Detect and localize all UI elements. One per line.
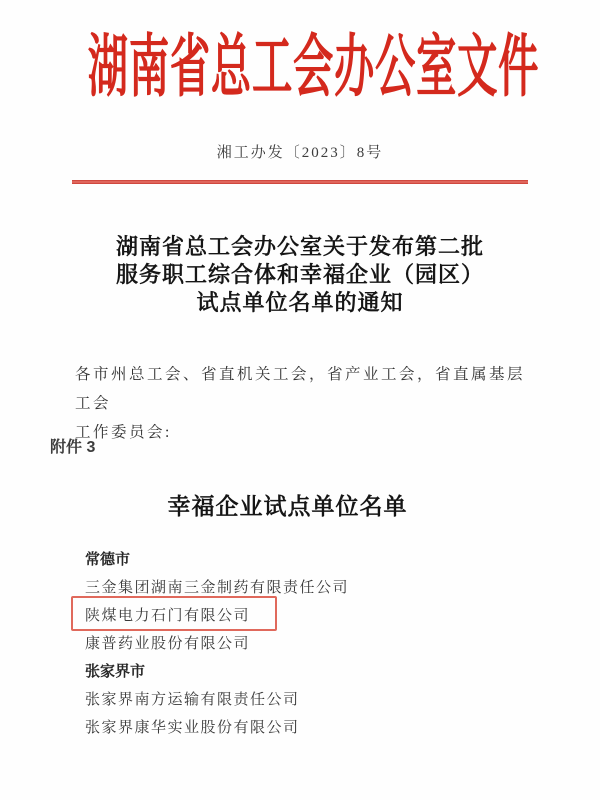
document-title-line-1: 湖南省总工会办公室关于发布第二批 xyxy=(115,234,484,259)
document-title-line-2: 服务职工综合体和幸福企业（园区） xyxy=(115,262,484,287)
document-title-line-3: 试点单位名单的通知 xyxy=(196,290,404,315)
city-heading-changde: 常德市 xyxy=(85,551,131,568)
masthead-wrap xyxy=(0,30,600,114)
company-item: 康普药业股份有限公司 xyxy=(85,636,251,652)
company-item: 三金集团湖南三金制药有限责任公司 xyxy=(85,580,350,596)
red-divider-line xyxy=(72,180,528,184)
city-heading-zhangjiajie: 张家界市 xyxy=(85,663,146,680)
list-title: 幸福企业试点单位名单 xyxy=(167,494,408,519)
document-number: 湘工办发〔2023〕8号 xyxy=(216,145,384,161)
document-title xyxy=(0,233,600,317)
addressee-line-1: 各市州总工会、省直机关工会，省产业工会，省直属基层工会 xyxy=(75,366,526,412)
masthead-title: 湖南省总工会办公室文件 xyxy=(87,30,540,106)
unit-list xyxy=(85,546,505,742)
addressee-line-2: 工作委员会: xyxy=(75,424,172,441)
addressee-paragraph xyxy=(75,360,527,447)
company-item-highlighted: 陕煤电力石门有限公司 xyxy=(85,608,251,624)
attachment-label: 附件 3 xyxy=(50,439,96,456)
company-item: 张家界南方运输有限责任公司 xyxy=(85,692,300,708)
company-item: 张家界康华实业股份有限公司 xyxy=(85,720,300,736)
